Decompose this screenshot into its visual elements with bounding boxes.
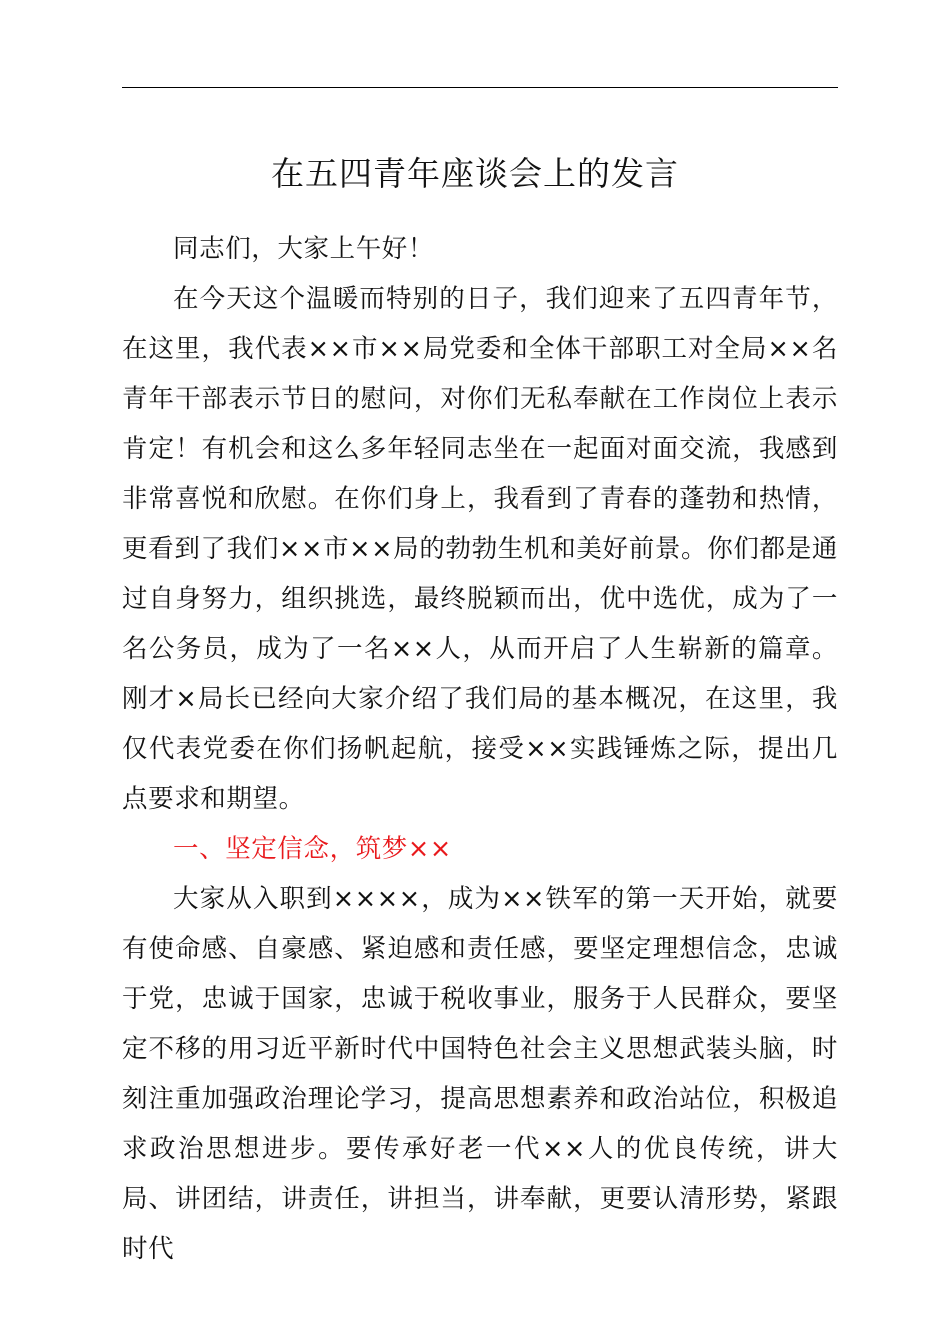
- intro-paragraph: 在今天这个温暖而特别的日子，我们迎来了五四青年节，在这里，我代表××市××局党委和全体干部职工对全局××名青年干部表示节日的慰问，对你们无私奉献在工作岗位上表示肯定！有机会和这么多年轻同志坐在一起面对面交流，我感到非常喜悦和欣慰。在你们身上，我看到了青春的蓬勃和热情，更看到了我们××市××局的勃勃生机和美好前景。你们都是通过自身努力，组织挑选，最终脱颖而出，优中选优，成为了一名公务员，成为了一名××人，从而开启了人生崭新的篇章。刚才×局长已经向大家介绍了我们局的基本概况，在这里，我仅代表党委在你们扬帆起航，接受××实践锤炼之际，提出几点要求和期望。: [122, 284, 838, 814]
- section-paragraph: 大家从入职到××××，成为××铁军的第一天开始，就要有使命感、自豪感、紧迫感和责任感，要坚定理想信念，忠诚于党，忠诚于国家，忠诚于税收事业，服务于人民群众，要坚定不移的用习近平新时代中国特色社会主义思想武装头脑，时刻注重加强政治理论学习，提高思想素养和政治站位，积极追求政治思想进步。要传承好老一代××人的优良传统，讲大局、讲团结，讲责任，讲担当，讲奉献，更要认清形势，紧跟时代: [122, 884, 838, 1264]
- document-title: 在五四青年座谈会上的发言: [271, 154, 679, 193]
- header-rule: [122, 87, 838, 88]
- document-body: [122, 224, 838, 1274]
- section-heading: 一、坚定信念，筑梦××: [173, 834, 452, 864]
- greeting-paragraph: 同志们，大家上午好！: [173, 234, 435, 264]
